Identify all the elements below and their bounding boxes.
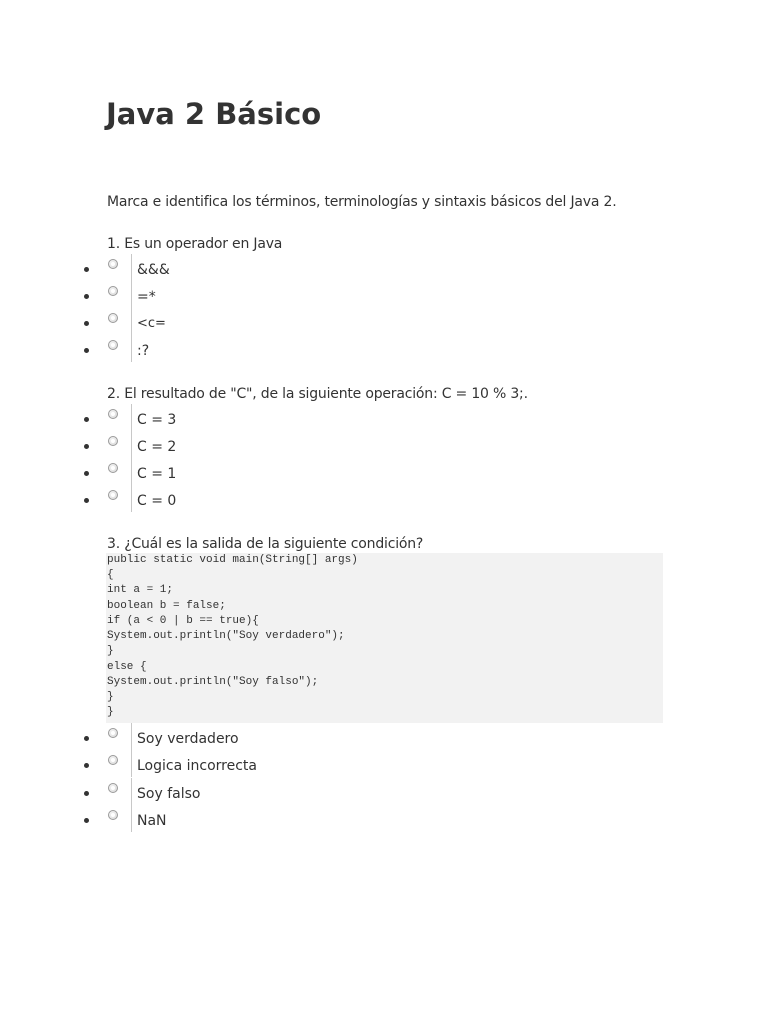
- option-divider: [131, 281, 132, 308]
- question-1-option-3[interactable]: [0, 313, 400, 340]
- question-2-option-2[interactable]: [0, 436, 400, 463]
- radio-button-icon[interactable]: [108, 783, 118, 793]
- code-line: }: [107, 691, 114, 703]
- option-divider: [131, 458, 132, 485]
- question-1-text: 1. Es un operador en Java: [107, 236, 283, 252]
- radio-button-icon[interactable]: [108, 490, 118, 500]
- option-label: C = 3: [137, 412, 177, 428]
- option-label: Logica incorrecta: [137, 758, 257, 774]
- radio-button-icon[interactable]: [108, 259, 118, 269]
- option-divider: [131, 431, 132, 458]
- option-label: Soy verdadero: [137, 731, 239, 747]
- question-3-option-2[interactable]: [0, 755, 400, 782]
- bullet-icon: [84, 791, 89, 796]
- option-divider: [131, 750, 132, 777]
- question-3-option-4[interactable]: [0, 810, 400, 837]
- code-block: [106, 553, 663, 723]
- option-divider: [131, 308, 132, 335]
- radio-button-icon[interactable]: [108, 286, 118, 296]
- option-divider: [131, 254, 132, 281]
- bullet-icon: [84, 498, 89, 503]
- radio-button-icon[interactable]: [108, 728, 118, 738]
- option-label: =*: [137, 289, 156, 305]
- option-label: NaN: [137, 813, 167, 829]
- question-1-option-4[interactable]: [0, 340, 400, 367]
- radio-button-icon[interactable]: [108, 810, 118, 820]
- code-line: }: [107, 645, 114, 657]
- option-label: &&&: [137, 262, 170, 278]
- code-line: System.out.println("Soy falso");: [107, 676, 319, 688]
- question-3-text: 3. ¿Cuál es la salida de la siguiente condición?: [107, 536, 424, 552]
- option-label: Soy falso: [137, 786, 201, 802]
- option-label: :?: [137, 343, 150, 359]
- option-label: <c=: [137, 316, 166, 331]
- question-2-option-4[interactable]: [0, 490, 400, 517]
- code-line: int a = 1;: [107, 584, 174, 596]
- radio-button-icon[interactable]: [108, 463, 118, 473]
- option-divider: [131, 723, 132, 750]
- radio-button-icon[interactable]: [108, 755, 118, 765]
- code-line: }: [107, 706, 114, 718]
- question-3-option-3[interactable]: [0, 783, 400, 810]
- bullet-icon: [84, 471, 89, 476]
- page-title: Java 2 Básico: [106, 97, 322, 131]
- option-divider: [131, 404, 132, 431]
- question-1-option-1[interactable]: [0, 259, 400, 286]
- question-3-option-1[interactable]: [0, 728, 400, 755]
- code-line: boolean b = false;: [107, 600, 226, 612]
- code-line: if (a < 0 | b == true){: [107, 615, 259, 627]
- code-line: {: [107, 569, 114, 581]
- question-2-option-1[interactable]: [0, 409, 400, 436]
- option-label: C = 2: [137, 439, 177, 455]
- bullet-icon: [84, 267, 89, 272]
- bullet-icon: [84, 321, 89, 326]
- option-divider: [131, 805, 132, 832]
- bullet-icon: [84, 444, 89, 449]
- question-2-text: 2. El resultado de "C", de la siguiente operación: C = 10 % 3;.: [107, 386, 528, 402]
- question-2-option-3[interactable]: [0, 463, 400, 490]
- intro-text: Marca e identifica los términos, terminologías y sintaxis básicos del Java 2.: [107, 194, 617, 210]
- bullet-icon: [84, 348, 89, 353]
- radio-button-icon[interactable]: [108, 340, 118, 350]
- option-divider: [131, 485, 132, 512]
- bullet-icon: [84, 818, 89, 823]
- option-label: C = 1: [137, 466, 177, 482]
- bullet-icon: [84, 736, 89, 741]
- bullet-icon: [84, 763, 89, 768]
- code-line: public static void main(String[] args): [107, 554, 358, 566]
- option-label: C = 0: [137, 493, 177, 509]
- radio-button-icon[interactable]: [108, 313, 118, 323]
- radio-button-icon[interactable]: [108, 409, 118, 419]
- option-divider: [131, 335, 132, 362]
- code-line: else {: [107, 661, 147, 673]
- option-divider: [131, 778, 132, 805]
- radio-button-icon[interactable]: [108, 436, 118, 446]
- bullet-icon: [84, 294, 89, 299]
- bullet-icon: [84, 417, 89, 422]
- code-line: System.out.println("Soy verdadero");: [107, 630, 345, 642]
- question-1-option-2[interactable]: [0, 286, 400, 313]
